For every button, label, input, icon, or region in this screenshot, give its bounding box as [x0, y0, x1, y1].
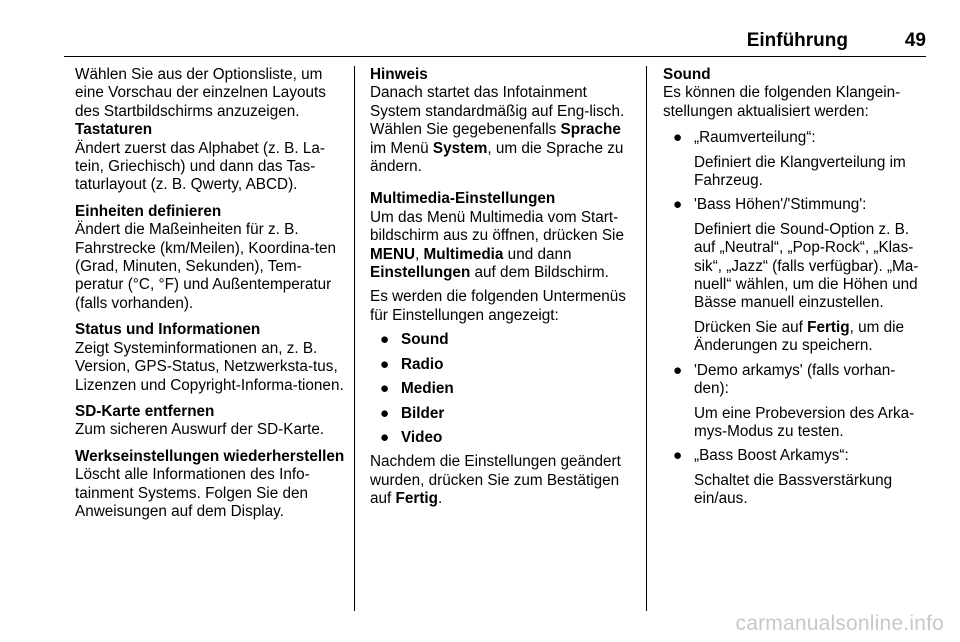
section-text: Es werden die folgenden Untermenüs für Einstellungen angezeigt: — [370, 288, 626, 324]
list-item: ● 'Bass Höhen'/'Stimmung': Definiert die Sound-Option z. B. auf „Neutral“, „Pop-Rock“, „Klas-sik“, „Jazz“ (falls verfügbar). „Ma-nuell“ wählen, um die Höhen und Bässe manuell einzustellen. Drücken Sie auf Fertig, um die Änderungen zu speichern. — [673, 196, 919, 355]
menu-term: System — [432, 139, 488, 157]
section-text: Nachdem die Einstellungen geändert wurden, drücken Sie zum Bestätigen auf Fertig. — [370, 453, 621, 508]
section-keyboards — [75, 121, 347, 195]
list-item: ● Video — [380, 428, 443, 446]
section-sd-card — [75, 403, 347, 440]
column-right — [663, 66, 928, 515]
column-divider — [354, 66, 355, 611]
page-header — [64, 30, 926, 57]
section-text: Ändert die Maßeinheiten für z. B. Fahrstrecke (km/Meilen), Koordina-ten (Grad, Minuten, Sekunden), Tem-peratur (°C, °F) und Außentemperatur (falls vorhanden). — [75, 221, 336, 312]
section-text: Löscht alle Informationen des Info-tainment Systems. Folgen Sie den Anweisungen auf dem Display. — [75, 466, 310, 520]
section-status — [75, 321, 347, 395]
button-term: Fertig — [395, 490, 439, 508]
watermark: carmanualsonline.info — [735, 612, 944, 635]
list-item: ● Radio — [380, 355, 444, 373]
menu-term: Sprache — [560, 121, 621, 139]
section-heading: SD-Karte entfernen — [75, 402, 215, 420]
section-units — [75, 203, 347, 313]
column-left — [75, 66, 347, 529]
section-heading: Sound — [663, 66, 711, 83]
section-multimedia — [370, 190, 635, 508]
section-text: Zum sicheren Auswurf der SD-Karte. — [75, 421, 325, 439]
note-box — [370, 66, 635, 176]
list-item: ● Medien — [380, 380, 454, 398]
section-heading: Multimedia-Einstellungen — [370, 190, 556, 208]
button-term: Multimedia — [423, 245, 504, 263]
button-term: MENU — [370, 245, 416, 263]
section-text: Zeigt Systeminformationen an, z. B. Version, GPS-Status, Netzwerksta-tus, Lizenzen und Copyright-Informa-tionen. — [75, 339, 344, 394]
button-term: Einstellungen — [370, 264, 471, 282]
sound-options-list — [663, 129, 928, 508]
list-item: ● „Raumverteilung“: Definiert die Klangverteilung im Fahrzeug. — [673, 129, 906, 190]
list-item: ● Bilder — [380, 404, 445, 422]
list-item: ● 'Demo arkamys' (falls vorhan-den): Um eine Probeversion des Arka-mys-Modus zu testen. — [673, 361, 915, 440]
intro-paragraph: Wählen Sie aus der Optionsliste, um eine Vorschau der einzelnen Layouts des Startbildschirms anzuzeigen. — [75, 66, 326, 120]
list-item: ● „Bass Boost Arkamys“: Schaltet die Bassverstärkung ein/aus. — [673, 447, 893, 508]
section-heading: Einheiten definieren — [75, 202, 222, 220]
submenu-list — [370, 331, 635, 447]
section-text: Ändert zuerst das Alphabet (z. B. La-tein, Griechisch) und dann das Tas-taturlayout (z. B. Qwerty, ABCD). — [75, 139, 325, 194]
section-factory-reset — [75, 448, 347, 522]
note-text: Danach startet das Infotainment System standardmäßig auf Eng-lisch. Wählen Sie gegebenenfalls Sprache im Menü System, um die Sprache zu ändern. — [370, 84, 625, 176]
column-middle — [370, 66, 635, 517]
chapter-title: Einführung — [746, 30, 848, 51]
list-item: ● Sound — [380, 331, 449, 349]
section-heading: Status und Informationen — [75, 321, 261, 339]
button-term: Fertig — [807, 318, 850, 336]
section-heading: Tastaturen — [75, 121, 153, 139]
section-heading: Werkseinstellungen wiederherstellen — [75, 447, 345, 465]
column-divider — [646, 66, 647, 611]
page-number: 49 — [904, 30, 926, 51]
section-text: Um das Menü Multimedia vom Start-bildschirm aus zu öffnen, drücken Sie MENU, Multimedia und dann Einstellungen auf dem Bildschirm. — [370, 208, 624, 282]
section-text: Es können die folgenden Klangein-stellungen aktualisiert werden: — [663, 84, 901, 120]
note-heading: Hinweis — [370, 66, 428, 83]
